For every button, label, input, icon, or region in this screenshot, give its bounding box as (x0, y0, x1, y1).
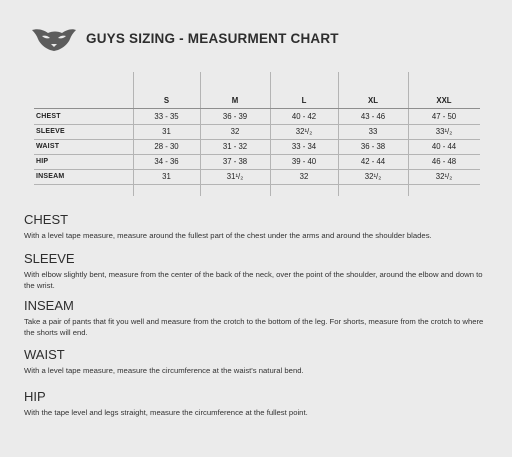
table-cell: 34 - 36 (154, 157, 179, 166)
table-cell: 31 (162, 127, 171, 136)
section-text: With elbow slightly bent, measure from the center of the back of the neck, over the point of the shoulder, around the elbow and down to the wrist. (24, 270, 483, 290)
inseam-section (24, 298, 494, 338)
row-label: HIP (36, 158, 49, 165)
table-cell: 33 (368, 127, 378, 136)
table-cell: 33 - 34 (291, 142, 317, 151)
section-title: WAIST (24, 347, 65, 362)
section-text: Take a pair of pants that fit you well and measure from the crotch to the bottom of the leg. For shorts, measure from the crotch to where the shorts will end. (24, 317, 484, 337)
row-label: CHEST (36, 113, 61, 120)
section-title: HIP (24, 389, 46, 404)
column-header-xl: XL (368, 96, 378, 105)
table-cell: 40 - 42 (291, 112, 317, 121)
table-row (34, 140, 480, 153)
header-divider (34, 108, 480, 109)
table-cell: 39 - 40 (291, 157, 317, 166)
section-text: With a level tape measure, measure the circumference at the waist's natural bend. (24, 366, 304, 375)
section-text: With the tape level and legs straight, measure the circumference at the fullest point. (24, 408, 308, 417)
fox-head-icon (30, 24, 78, 52)
table-cell: 36 - 39 (222, 112, 248, 121)
table-cell: 47 - 50 (431, 112, 457, 121)
row-label: SLEEVE (36, 128, 65, 135)
table-cell: 32¹/₂ (295, 127, 313, 136)
size-chart-table (34, 72, 480, 196)
page-header (30, 24, 339, 52)
table-cell: 31¹/₂ (226, 172, 244, 181)
section-title: INSEAM (24, 298, 74, 313)
waist-section (24, 347, 494, 376)
column-header-l: L (301, 96, 307, 105)
table-cell: 31 (162, 172, 171, 181)
page-title: GUYS SIZING - MEASURMENT CHART (86, 30, 339, 46)
table-cell: 46 - 48 (431, 157, 457, 166)
table-cell: 42 - 44 (360, 157, 386, 166)
column-header-blank (34, 94, 133, 107)
table-cell: 32¹/₂ (364, 172, 382, 181)
table-row (34, 170, 480, 183)
section-text: With a level tape measure, measure around the fullest part of the chest under the arms and around the shoulder blades. (24, 231, 432, 240)
table-cell: 32 (230, 127, 240, 136)
table-row (34, 155, 480, 168)
table-cell: 31 - 32 (222, 142, 248, 151)
row-divider (34, 184, 480, 185)
chest-section (24, 212, 494, 241)
column-header-m: M (231, 96, 239, 105)
section-title: SLEEVE (24, 251, 75, 266)
table-cell: 28 - 30 (154, 142, 179, 151)
table-header-row (34, 94, 480, 107)
table-cell: 36 - 38 (360, 142, 386, 151)
column-header-s: S (163, 96, 170, 105)
table-cell: 33 - 35 (154, 112, 179, 121)
table-cell: 40 - 44 (431, 142, 457, 151)
column-header-xxl: XXL (436, 96, 452, 105)
table-cell: 32¹/₂ (435, 172, 453, 181)
table-cell: 43 - 46 (360, 112, 386, 121)
row-label: WAIST (36, 143, 60, 150)
hip-section (24, 389, 494, 418)
table-row (34, 110, 480, 123)
table-cell: 33¹/₂ (435, 127, 453, 136)
table-row (34, 125, 480, 138)
section-title: CHEST (24, 212, 69, 227)
table-cell: 37 - 38 (222, 157, 248, 166)
sleeve-section (24, 251, 494, 291)
row-label: INSEAM (36, 173, 65, 180)
table-cell: 32 (299, 172, 309, 181)
